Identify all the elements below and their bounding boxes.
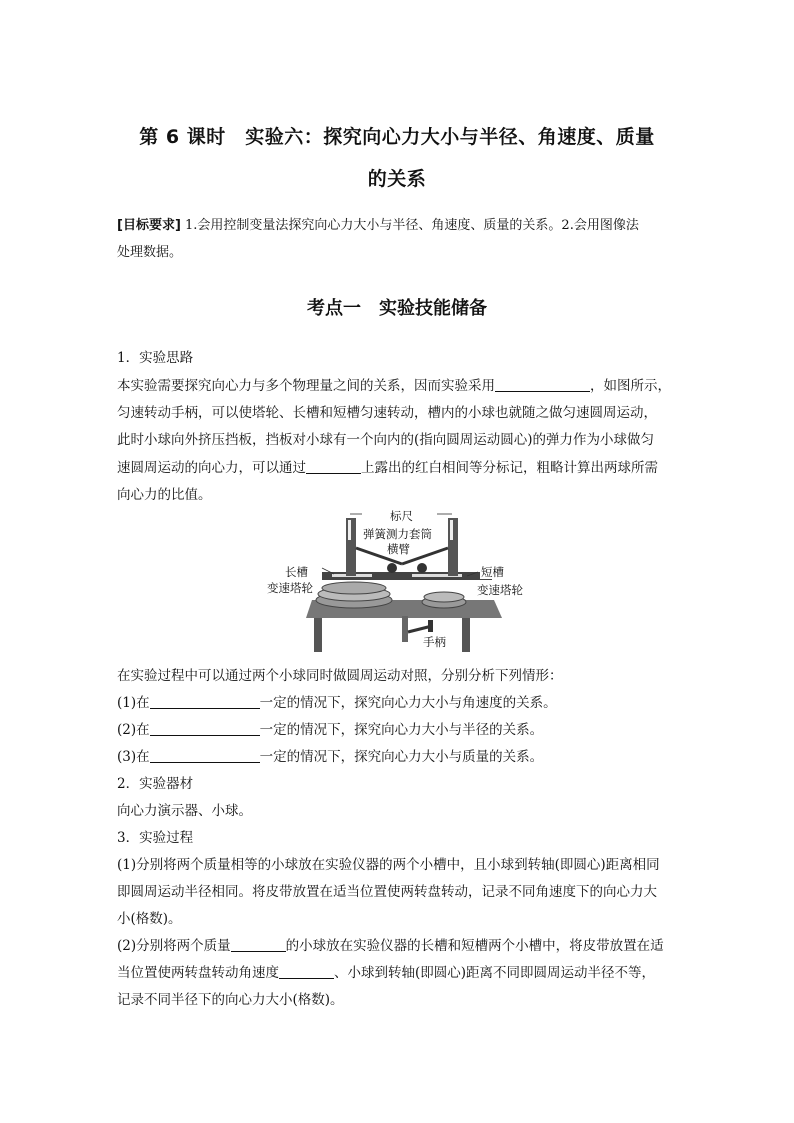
paragraph-line [117,961,655,981]
text-span: ，如图所示， [590,378,671,394]
case-1 [117,691,557,711]
paragraph-line [117,374,671,394]
label-spring-sleeve: 弹簧测力套筒 [363,527,432,541]
answer-blank-case-1[interactable] [150,694,260,709]
answer-blank-method[interactable] [495,377,590,392]
equipment-text: 向心力演示器、小球。 [117,803,252,819]
paragraph-line [117,934,664,954]
label-handle: 手柄 [423,635,446,649]
text-span: 当位置使两转盘转动角速度 [117,965,279,981]
paragraph-line: 此时小球向外挤压挡板，挡板对小球有一个向内的(指向圆周运动圆心)的弹力作为小球做匀 [117,432,655,448]
paragraph-line: 小(格数)。 [117,911,182,927]
answer-blank-case-3[interactable] [150,748,260,763]
paragraph-line: 即圆周运动半径相同。将皮带放置在适当位置使两转盘转动，记录不同角速度下的向心力大 [117,884,657,900]
paragraph-line [117,456,658,476]
case-2 [117,718,543,738]
label-ruler: 标尺 [390,509,413,523]
goal-text-1: 1.会用控制变量法探究向心力大小与半径、角速度、质量的关系。2.会用图像法 [180,218,639,233]
text-span: 的小球放在实验仪器的长槽和短槽两个小槽中，将皮带放置在适 [285,938,664,954]
answer-blank-mass[interactable] [231,937,286,952]
paragraph-line: 向心力的比值。 [117,487,212,503]
heading-experiment-idea: 1．实验思路 [117,350,194,366]
paragraph-line: (1)分别将两个质量相等的小球放在实验仪器的两个小槽中，且小球到转轴(即圆心)距离相同 [117,857,660,873]
learning-goals [117,212,692,266]
answer-blank-case-2[interactable] [150,721,260,736]
lesson-title: 第 6 课时 实验六：探究向心力大小与半径、角速度、质量 [139,126,655,148]
label-left-pulley: 变速塔轮 [267,581,313,595]
text-span: 上露出的红白相间等分标记，粗略计算出两球所需 [361,460,658,476]
text-span: (1)在 [117,695,150,711]
cases-intro: 在实验过程中可以通过两个小球同时做圆周运动对照，分别分析下列情形： [117,668,563,684]
section-title: 考点一 实验技能储备 [307,298,487,319]
lesson-title-continued: 的关系 [367,168,427,190]
text-span: 一定的情况下，探究向心力大小与角速度的关系。 [259,695,557,711]
goal-text-2: 处理数据。 [117,245,183,260]
case-3 [117,745,543,765]
centripetal-force-apparatus-figure [262,508,532,656]
label-long-slot: 长槽 [285,565,308,579]
answer-blank-reading[interactable] [306,459,361,474]
paragraph-line: 记录不同半径下的向心力大小(格数)。 [117,992,344,1008]
label-cross-arm: 横臂 [387,542,410,556]
paragraph-line: 匀速转动手柄，可以使塔轮、长槽和短槽匀速转动，槽内的小球也就随之做匀速圆周运动， [117,405,657,421]
text-span: (3)在 [117,749,150,765]
text-span: 、小球到转轴(即圆心)距离不同即圆周运动半径不等， [334,965,656,981]
answer-blank-angular-velocity[interactable] [279,964,334,979]
label-short-slot: 短槽 [481,565,504,579]
text-span: 一定的情况下，探究向心力大小与质量的关系。 [259,749,544,765]
text-span: (2)分别将两个质量 [117,938,231,954]
text-span: 一定的情况下，探究向心力大小与半径的关系。 [259,722,544,738]
heading-equipment: 2．实验器材 [117,776,194,792]
heading-procedure: 3．实验过程 [117,830,194,846]
text-span: 本实验需要探究向心力与多个物理量之间的关系，因而实验采用 [117,378,495,394]
text-span: 速圆周运动的向心力，可以通过 [117,460,306,476]
goal-tag: [目标要求] [117,218,181,233]
label-right-pulley: 变速塔轮 [477,583,523,597]
text-span: (2)在 [117,722,150,738]
